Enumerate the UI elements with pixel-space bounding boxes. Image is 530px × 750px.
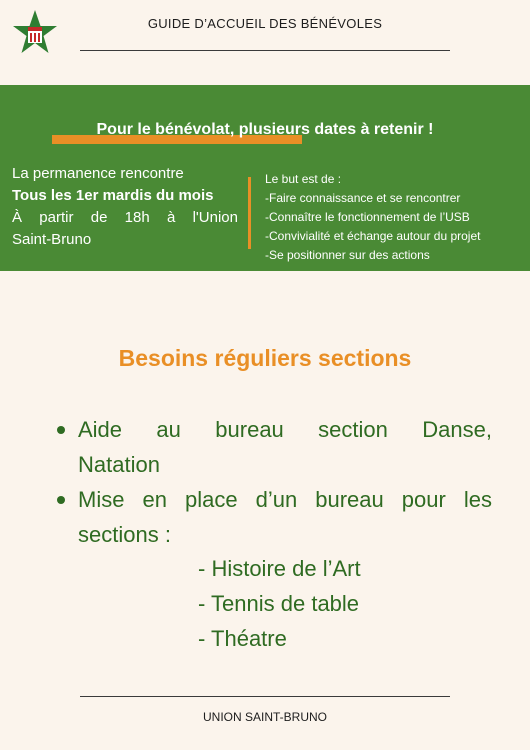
goals-block [265,170,525,265]
permanence-line: À partir de 18h à l'Union [12,209,238,226]
goal-item: -Connaître le fonctionnement de l’USB [265,210,470,224]
list-item [78,482,492,552]
permanence-block [12,163,238,251]
list-item-text: sections : [78,522,171,547]
bullet-icon [57,426,65,434]
permanence-line: La permanence rencontre [12,165,184,182]
section-item: - Histoire de l’Art [198,556,361,581]
banner-title: Pour le bénévolat, plusieurs dates à retenir ! [96,121,434,138]
permanence-schedule: Tous les 1er mardis du mois [12,187,214,204]
dates-banner [0,85,530,271]
document-title: GUIDE D’ACCUEIL DES BÉNÉVOLES [147,16,383,31]
permanence-line: Saint-Bruno [12,231,92,248]
club-logo [10,8,60,58]
footer-divider [80,696,450,697]
header-divider [80,50,450,51]
goals-heading: Le but est de : [265,172,342,186]
footer-text: UNION SAINT-BRUNO [202,710,327,724]
banner-separator [248,177,251,249]
list-item-text: Mise en place d’un bureau pour les [78,487,492,512]
star-logo-icon [10,8,60,58]
section-item: - Tennis de table [198,591,360,616]
needs-title: Besoins réguliers sections [118,345,412,371]
list-item-text: Natation [78,452,160,477]
list-item [78,412,492,482]
section-item: - Théatre [198,626,287,651]
list-item-text: Aide au bureau section Danse, [78,417,492,442]
goal-item: -Faire connaissance et se rencontrer [265,191,461,205]
goal-item: -Convivialité et échange autour du projet [265,229,481,243]
bullet-icon [57,496,65,504]
goal-item: -Se positionner sur des actions [265,248,430,262]
